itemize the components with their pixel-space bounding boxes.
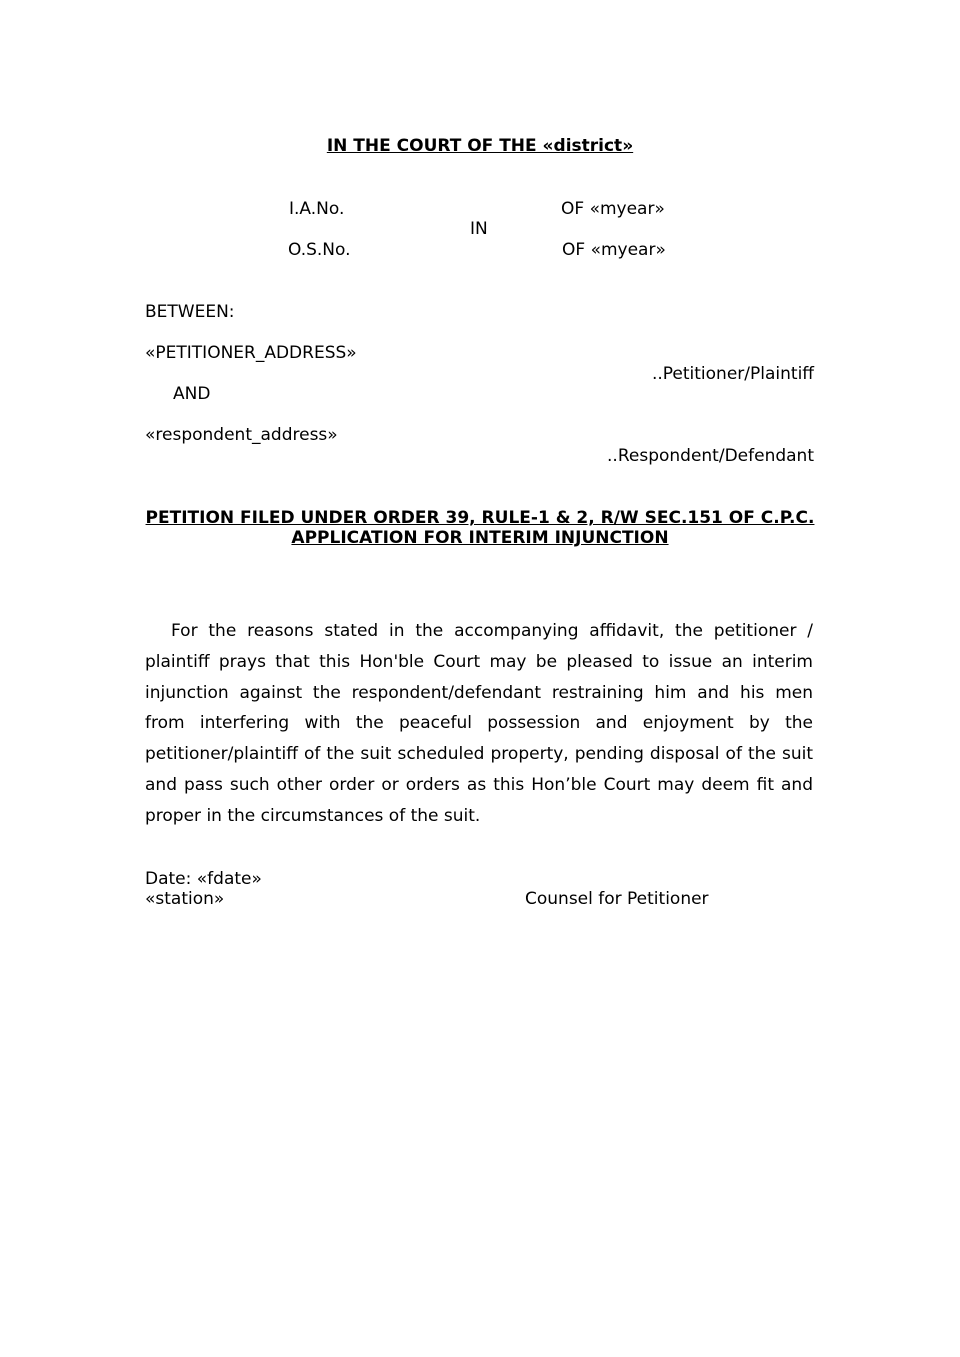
ia-year: OF «myear»: [561, 199, 665, 219]
court-title: IN THE COURT OF THE «district»: [326, 136, 634, 156]
petitioner-role: ..Petitioner/Plaintiff: [651, 364, 814, 384]
and-connector: AND: [173, 384, 211, 404]
date-line: Date: «fdate»: [145, 869, 262, 889]
os-year: OF «myear»: [562, 240, 666, 260]
respondent-address: «respondent_address»: [145, 425, 338, 445]
petitioner-address: «PETITIONER_ADDRESS»: [145, 343, 357, 363]
petition-body: For the reasons stated in the accompanying affidavit, the petitioner / plaintiff prays that this Hon'ble Court may be pleased to issue an interim injunction against the respondent/defendant restraining him and his men from interfering with the peaceful possession and enjoyment by the petitioner/plaintiff of the suit scheduled property, pending disposal of the suit and pass such other order or orders as this Hon’ble Court may deem fit and proper in the circumstances of the suit.: [145, 621, 813, 826]
between-label: BETWEEN:: [145, 302, 235, 322]
ia-number-label: I.A.No.: [289, 199, 345, 219]
os-number-label: O.S.No.: [288, 240, 351, 260]
petition-heading-line-2: APPLICATION FOR INTERIM INJUNCTION: [291, 528, 669, 548]
counsel-signature: Counsel for Petitioner: [525, 889, 709, 909]
in-connector: IN: [470, 219, 488, 239]
respondent-role: ..Respondent/Defendant: [607, 446, 814, 466]
station: «station»: [145, 889, 225, 909]
petition-heading: [145, 508, 815, 548]
petition-heading-line-1: PETITION FILED UNDER ORDER 39, RULE-1 & 2, R/W SEC.151 OF C.P.C.: [145, 508, 815, 528]
